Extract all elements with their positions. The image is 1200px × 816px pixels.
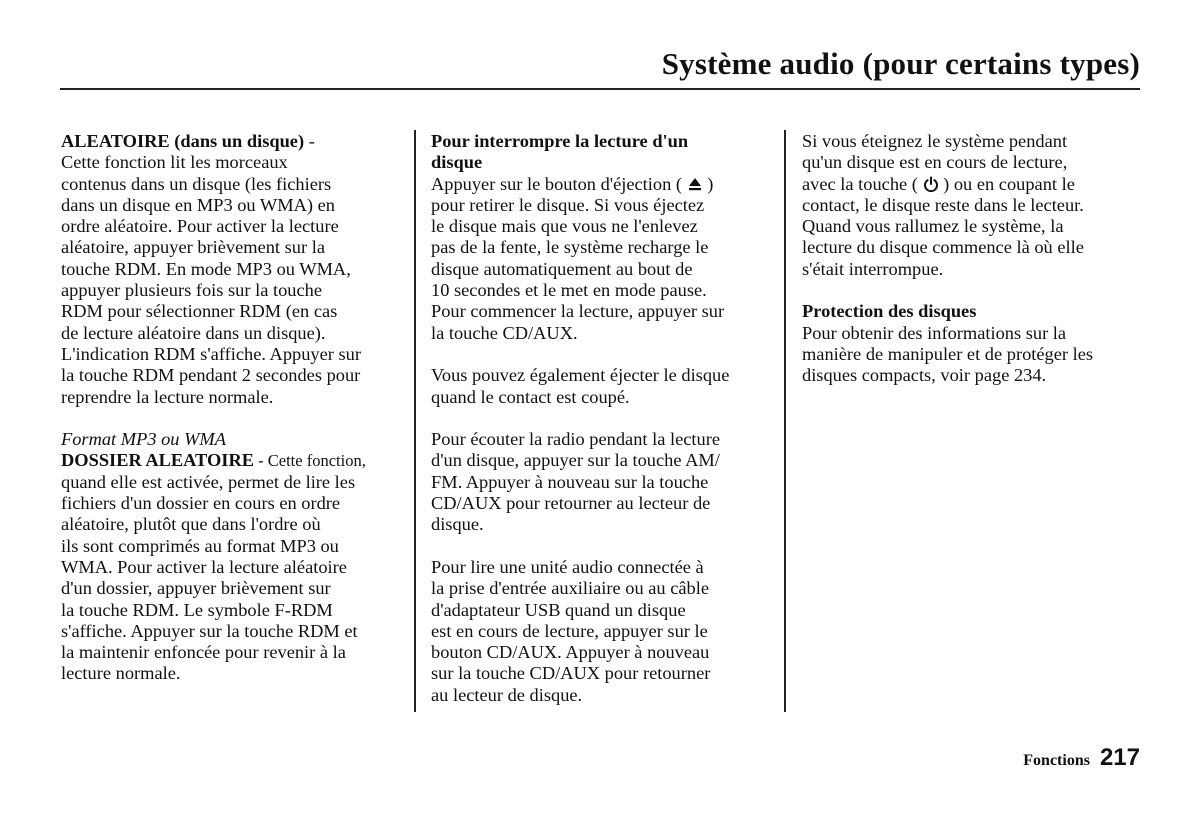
text-line: RDM pour sélectionner RDM (en cas [61, 301, 338, 322]
text-line: Pour commencer la lecture, appuyer sur [431, 301, 725, 322]
protection-text [802, 323, 1147, 387]
footer-section: Fonctions [1023, 752, 1090, 769]
text-line: d'adaptateur USB quand un disque [431, 599, 686, 620]
text-line: ils sont comprimés au format MP3 ou [61, 535, 339, 556]
dossier-heading-line [61, 450, 406, 471]
text-line: aléatoire, plutôt que dans l'ordre où [61, 514, 321, 535]
text-line: reprendre la lecture normale. [61, 386, 274, 407]
text-line: s'affiche. Appuyer sur la touche RDM et [61, 620, 358, 641]
eject-icon [687, 176, 703, 192]
power-line-3 [802, 174, 1147, 195]
text-line: Pour lire une unité audio connectée à [431, 556, 704, 577]
text-line: la maintenir enfoncée pour revenir à la [61, 642, 346, 663]
power-text [802, 195, 1147, 280]
text-line: d'un dossier, appuyer brièvement sur [61, 578, 331, 599]
aleatoire-dash: - [304, 131, 315, 151]
text-line: au lecteur de disque. [431, 684, 583, 705]
text-line: la touche RDM. Le symbole F-RDM [61, 599, 333, 620]
text-line: L'indication RDM s'affiche. Appuyer sur [61, 343, 361, 364]
text-line: disques compacts, voir page 234. [802, 365, 1047, 386]
text-line: sur la touche CD/AUX pour retourner [431, 663, 711, 684]
text-line: contenus dans un disque (les fichiers [61, 173, 332, 194]
text-line: WMA. Pour activer la lecture aléatoire [61, 556, 347, 577]
text-line: Cette fonction lit les morceaux [61, 152, 288, 173]
text-line: s'était interrompue. [802, 258, 944, 279]
text-line: 10 secondes et le met en mode pause. [431, 280, 707, 301]
text-line: la prise d'entrée auxiliaire ou au câble [431, 578, 710, 599]
text-line: disque. [431, 514, 484, 535]
interrupt-text [431, 195, 776, 344]
text-line: Vous pouvez également éjecter le disque [431, 365, 730, 386]
power-line-3-pre: avec la touche ( [802, 173, 918, 194]
eject-line [431, 174, 776, 195]
interrupt-heading-2: disque [431, 152, 483, 173]
text-line: CD/AUX pour retourner au lecteur de [431, 493, 711, 514]
text-line: est en cours de lecture, appuyer sur le [431, 620, 708, 641]
column-2 [431, 131, 776, 706]
text-line: Pour obtenir des informations sur la [802, 322, 1067, 343]
page-title: Système audio (pour certains types) [661, 46, 1140, 81]
radio-text [431, 429, 776, 535]
text-line: ordre aléatoire. Pour activer la lecture [61, 216, 339, 237]
text-line: la touche CD/AUX. [431, 322, 578, 343]
column-divider-1 [414, 130, 416, 712]
text-line: lecture normale. [61, 663, 181, 684]
title-rule [60, 88, 1140, 90]
aleatoire-heading: ALEATOIRE (dans un disque) [61, 131, 305, 151]
power-icon [923, 176, 939, 192]
dossier-text [61, 472, 406, 685]
eject-line-pre: Appuyer sur le bouton d'éjection ( [431, 173, 683, 194]
text-line: pour retirer le disque. Si vous éjectez [431, 194, 705, 215]
aleatoire-text [61, 152, 406, 408]
text-line: le disque mais que vous ne l'enlevez [431, 216, 698, 237]
column-divider-2 [784, 130, 786, 712]
interrupt-heading-1: Pour interrompre la lecture d'un [431, 131, 689, 151]
text-line: dans un disque en MP3 ou WMA) en [61, 194, 335, 215]
text-line: quand le contact est coupé. [431, 386, 630, 407]
text-line: d'un disque, appuyer sur la touche AM/ [431, 450, 720, 471]
text-line: Pour écouter la radio pendant la lecture [431, 429, 721, 450]
format-label: Format MP3 ou WMA [61, 429, 226, 450]
eject-line-post: ) [707, 173, 714, 194]
column-1 [61, 131, 406, 685]
text-line: contact, le disque reste dans le lecteur. [802, 194, 1084, 215]
text-line: aléatoire, appuyer brièvement sur la [61, 237, 325, 258]
eject-off-text [431, 365, 776, 408]
text-line: manière de manipuler et de protéger les [802, 343, 1094, 364]
protection-heading: Protection des disques [802, 301, 977, 322]
column-3 [802, 131, 1147, 387]
power-line-1: Si vous éteignez le système pendant [802, 131, 1068, 151]
text-line: fichiers d'un dossier en cours en ordre [61, 493, 341, 514]
text-line: touche RDM. En mode MP3 ou WMA, [61, 258, 351, 279]
text-line: quand elle est activée, permet de lire les [61, 471, 356, 492]
aleatoire-heading-line [61, 131, 406, 152]
text-line: Quand vous rallumez le système, la [802, 216, 1064, 237]
dossier-intro: - Cette fonction, [254, 451, 366, 471]
page-footer [1023, 744, 1140, 772]
page-number: 217 [1099, 744, 1140, 771]
text-line: lecture du disque commence là où elle [802, 237, 1084, 258]
aux-text [431, 557, 776, 706]
text-line: de lecture aléatoire dans un disque). [61, 322, 326, 343]
power-line-2: qu'un disque est en cours de lecture, [802, 152, 1068, 173]
text-line: appuyer plusieurs fois sur la touche [61, 280, 322, 301]
power-line-3-post: ) ou en coupant le [943, 173, 1075, 194]
text-line: la touche RDM pendant 2 secondes pour [61, 365, 361, 386]
text-line: bouton CD/AUX. Appuyer à nouveau [431, 642, 710, 663]
text-line: pas de la fente, le système recharge le [431, 237, 709, 258]
text-line: FM. Appuyer à nouveau sur la touche [431, 471, 709, 492]
dossier-heading: DOSSIER ALEATOIRE [61, 450, 255, 471]
text-line: disque automatiquement au bout de [431, 258, 693, 279]
